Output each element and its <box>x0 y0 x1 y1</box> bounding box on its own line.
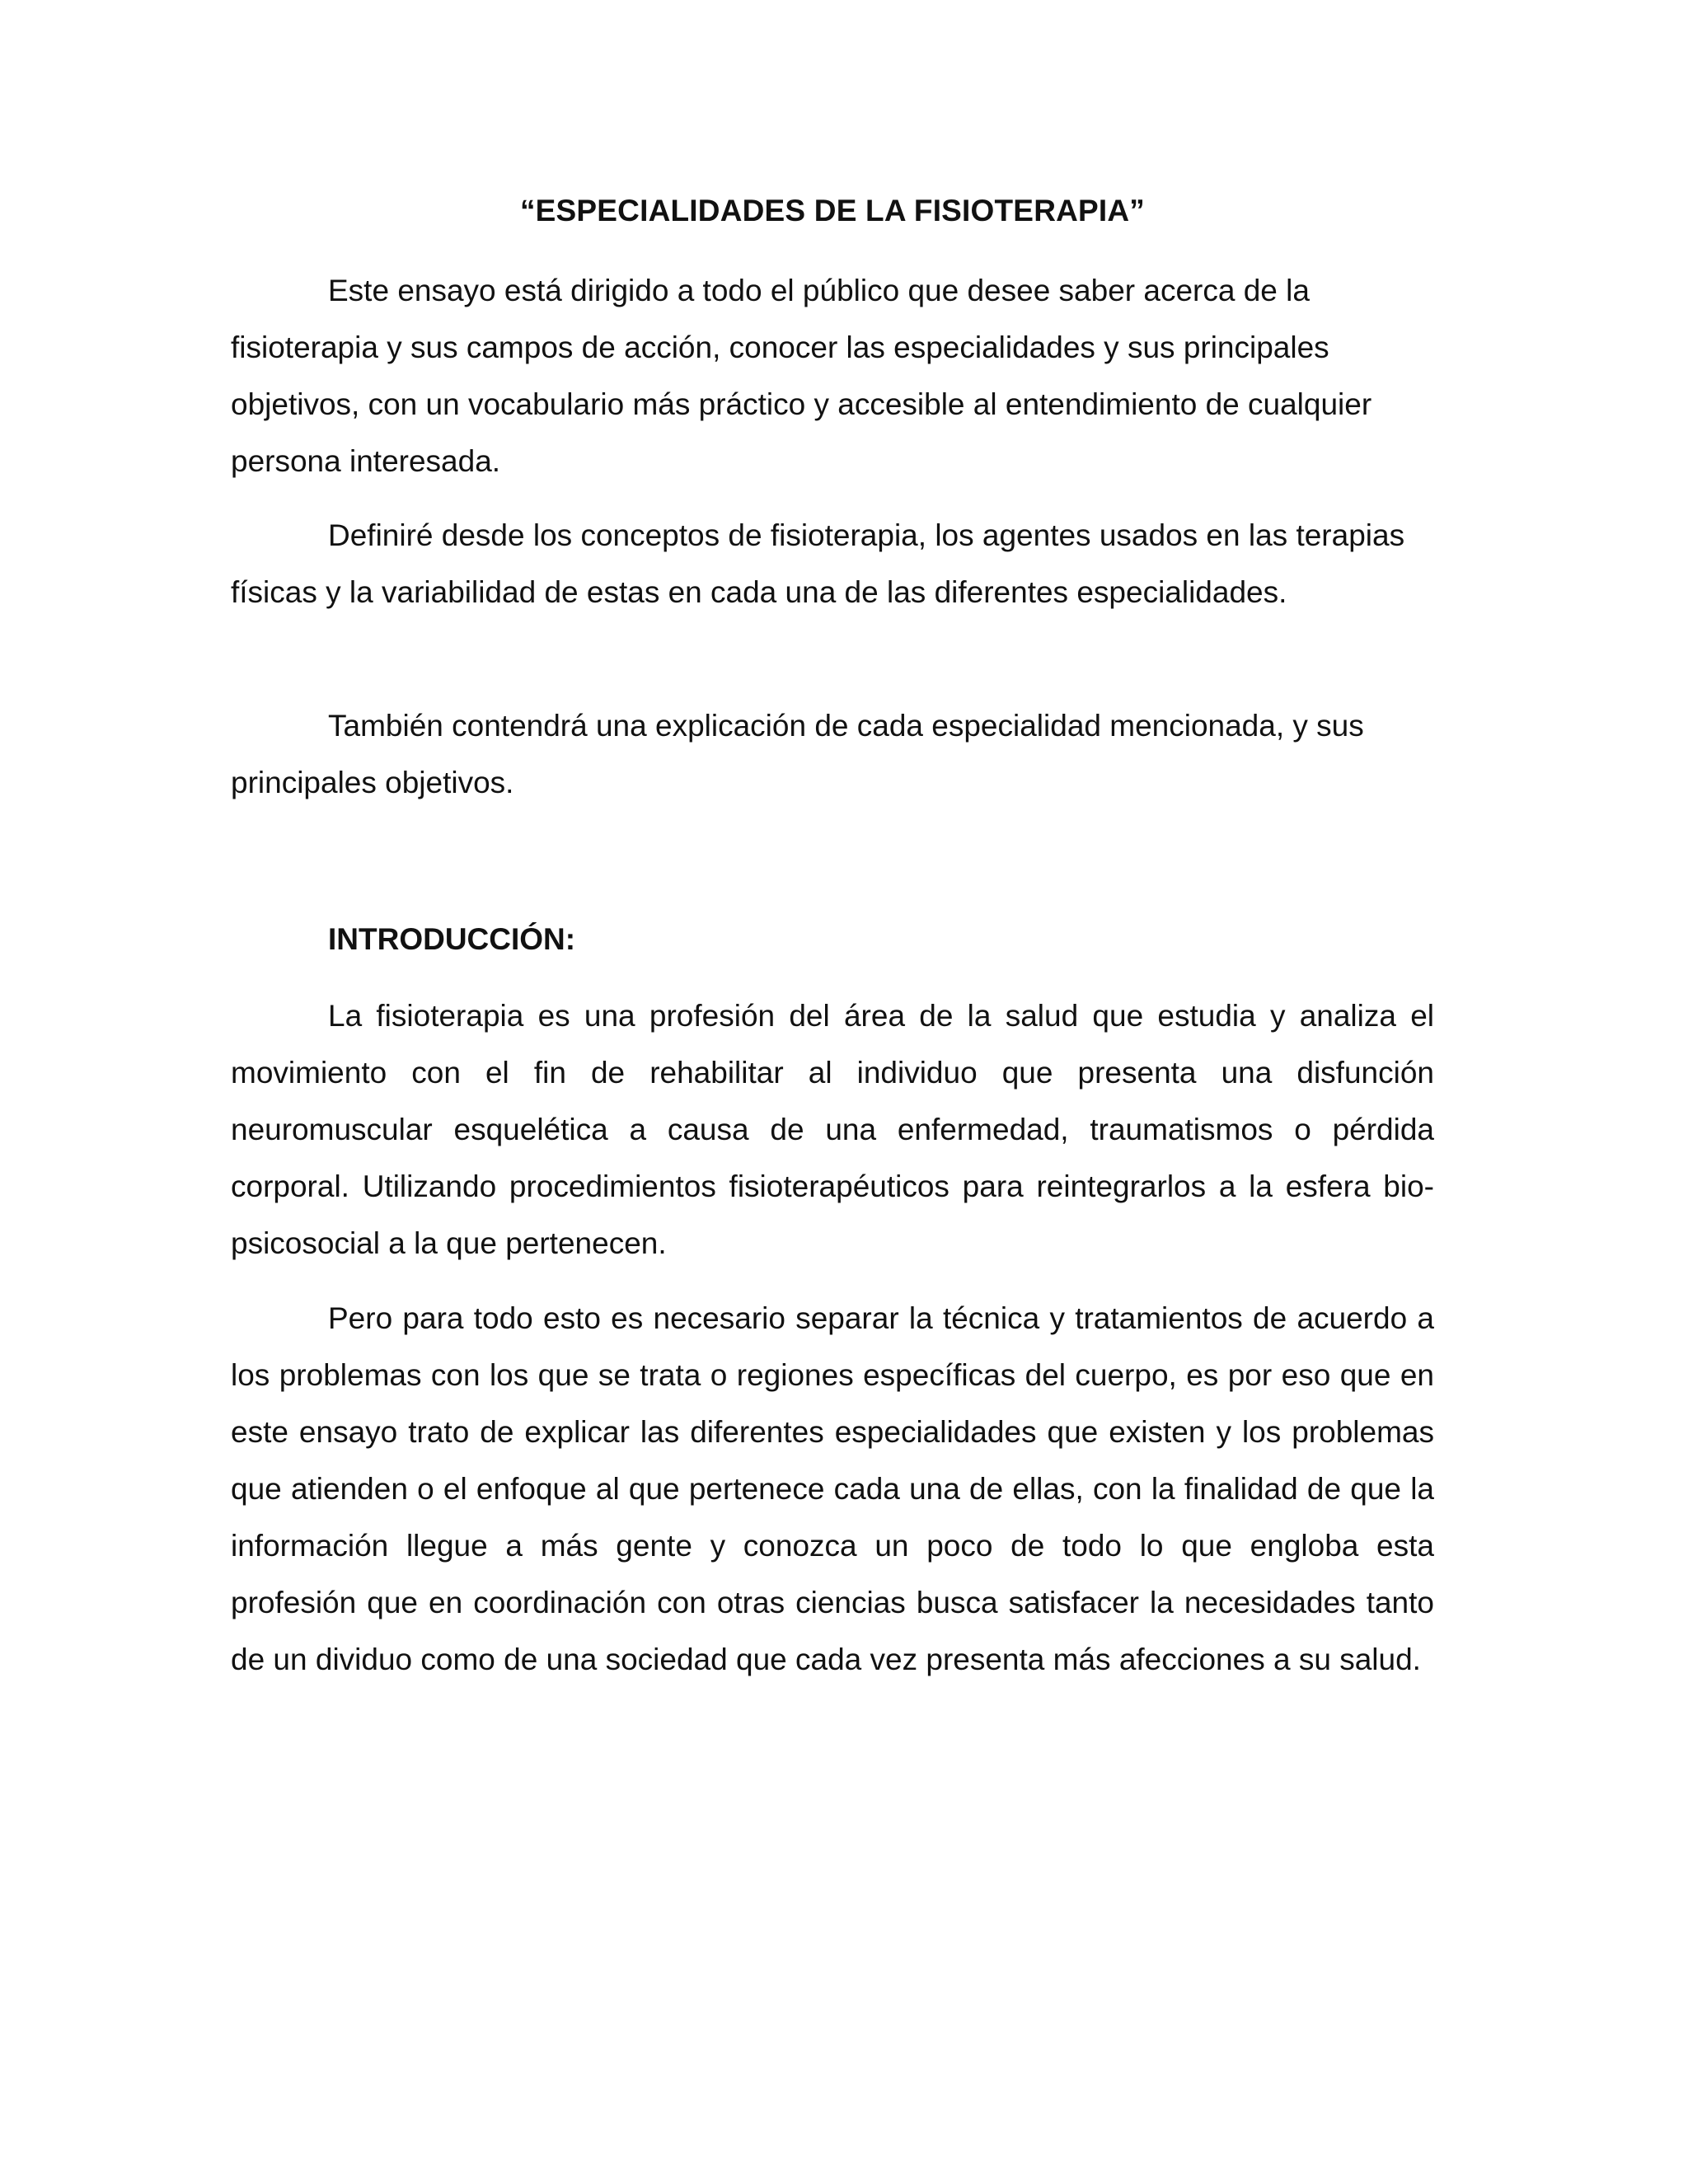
document-page <box>231 0 1434 2184</box>
section-heading-introduccion: INTRODUCCIÓN: <box>328 922 576 956</box>
section-paragraph-1: La fisioterapia es una profesión del área de la salud que estudia y analiza el movimiento con el fin de rehabilitar al individuo que presenta una disfunción neuromuscular esquelética a causa de una enfermedad, traumatismos o pérdida corporal. Utilizando procedimientos fisioterapéuticos para reintegrarlos a la esfera bio-psicosocial a la que pertenecen. <box>231 999 1434 1260</box>
intro-paragraph-1: Este ensayo está dirigido a todo el público que desee saber acerca de la fisioterapia y sus campos de acción, conocer las especialidades y sus principales objetivos, con un vocabulario más práctico y accesible al entendimiento de cualquier persona interesada. <box>231 274 1372 478</box>
intro-paragraph-3: También contendrá una explicación de cada especialidad mencionada, y sus principales objetivos. <box>231 709 1364 799</box>
intro-paragraph-2: Definiré desde los conceptos de fisioterapia, los agentes usados en las terapias físicas y la variabilidad de estas en cada una de las diferentes especialidades. <box>231 518 1405 609</box>
section-paragraph-2: Pero para todo esto es necesario separar la técnica y tratamientos de acuerdo a los problemas con los que se trata o regiones específicas del cuerpo, es por eso que en este ensayo trato de explicar las diferentes especialidades que existen y los problemas que atienden o el enfoque al que pertenece cada una de ellas, con la finalidad de que la información llegue a más gente y conozca un poco de todo lo que engloba esta profesión que en coordinación con otras ciencias busca satisfacer la necesidades tanto de un dividuo como de una sociedad que cada vez presenta más afecciones a su salud. <box>231 1301 1434 1676</box>
document-title: “ESPECIALIDADES DE LA FISIOTERAPIA” <box>519 194 1146 227</box>
